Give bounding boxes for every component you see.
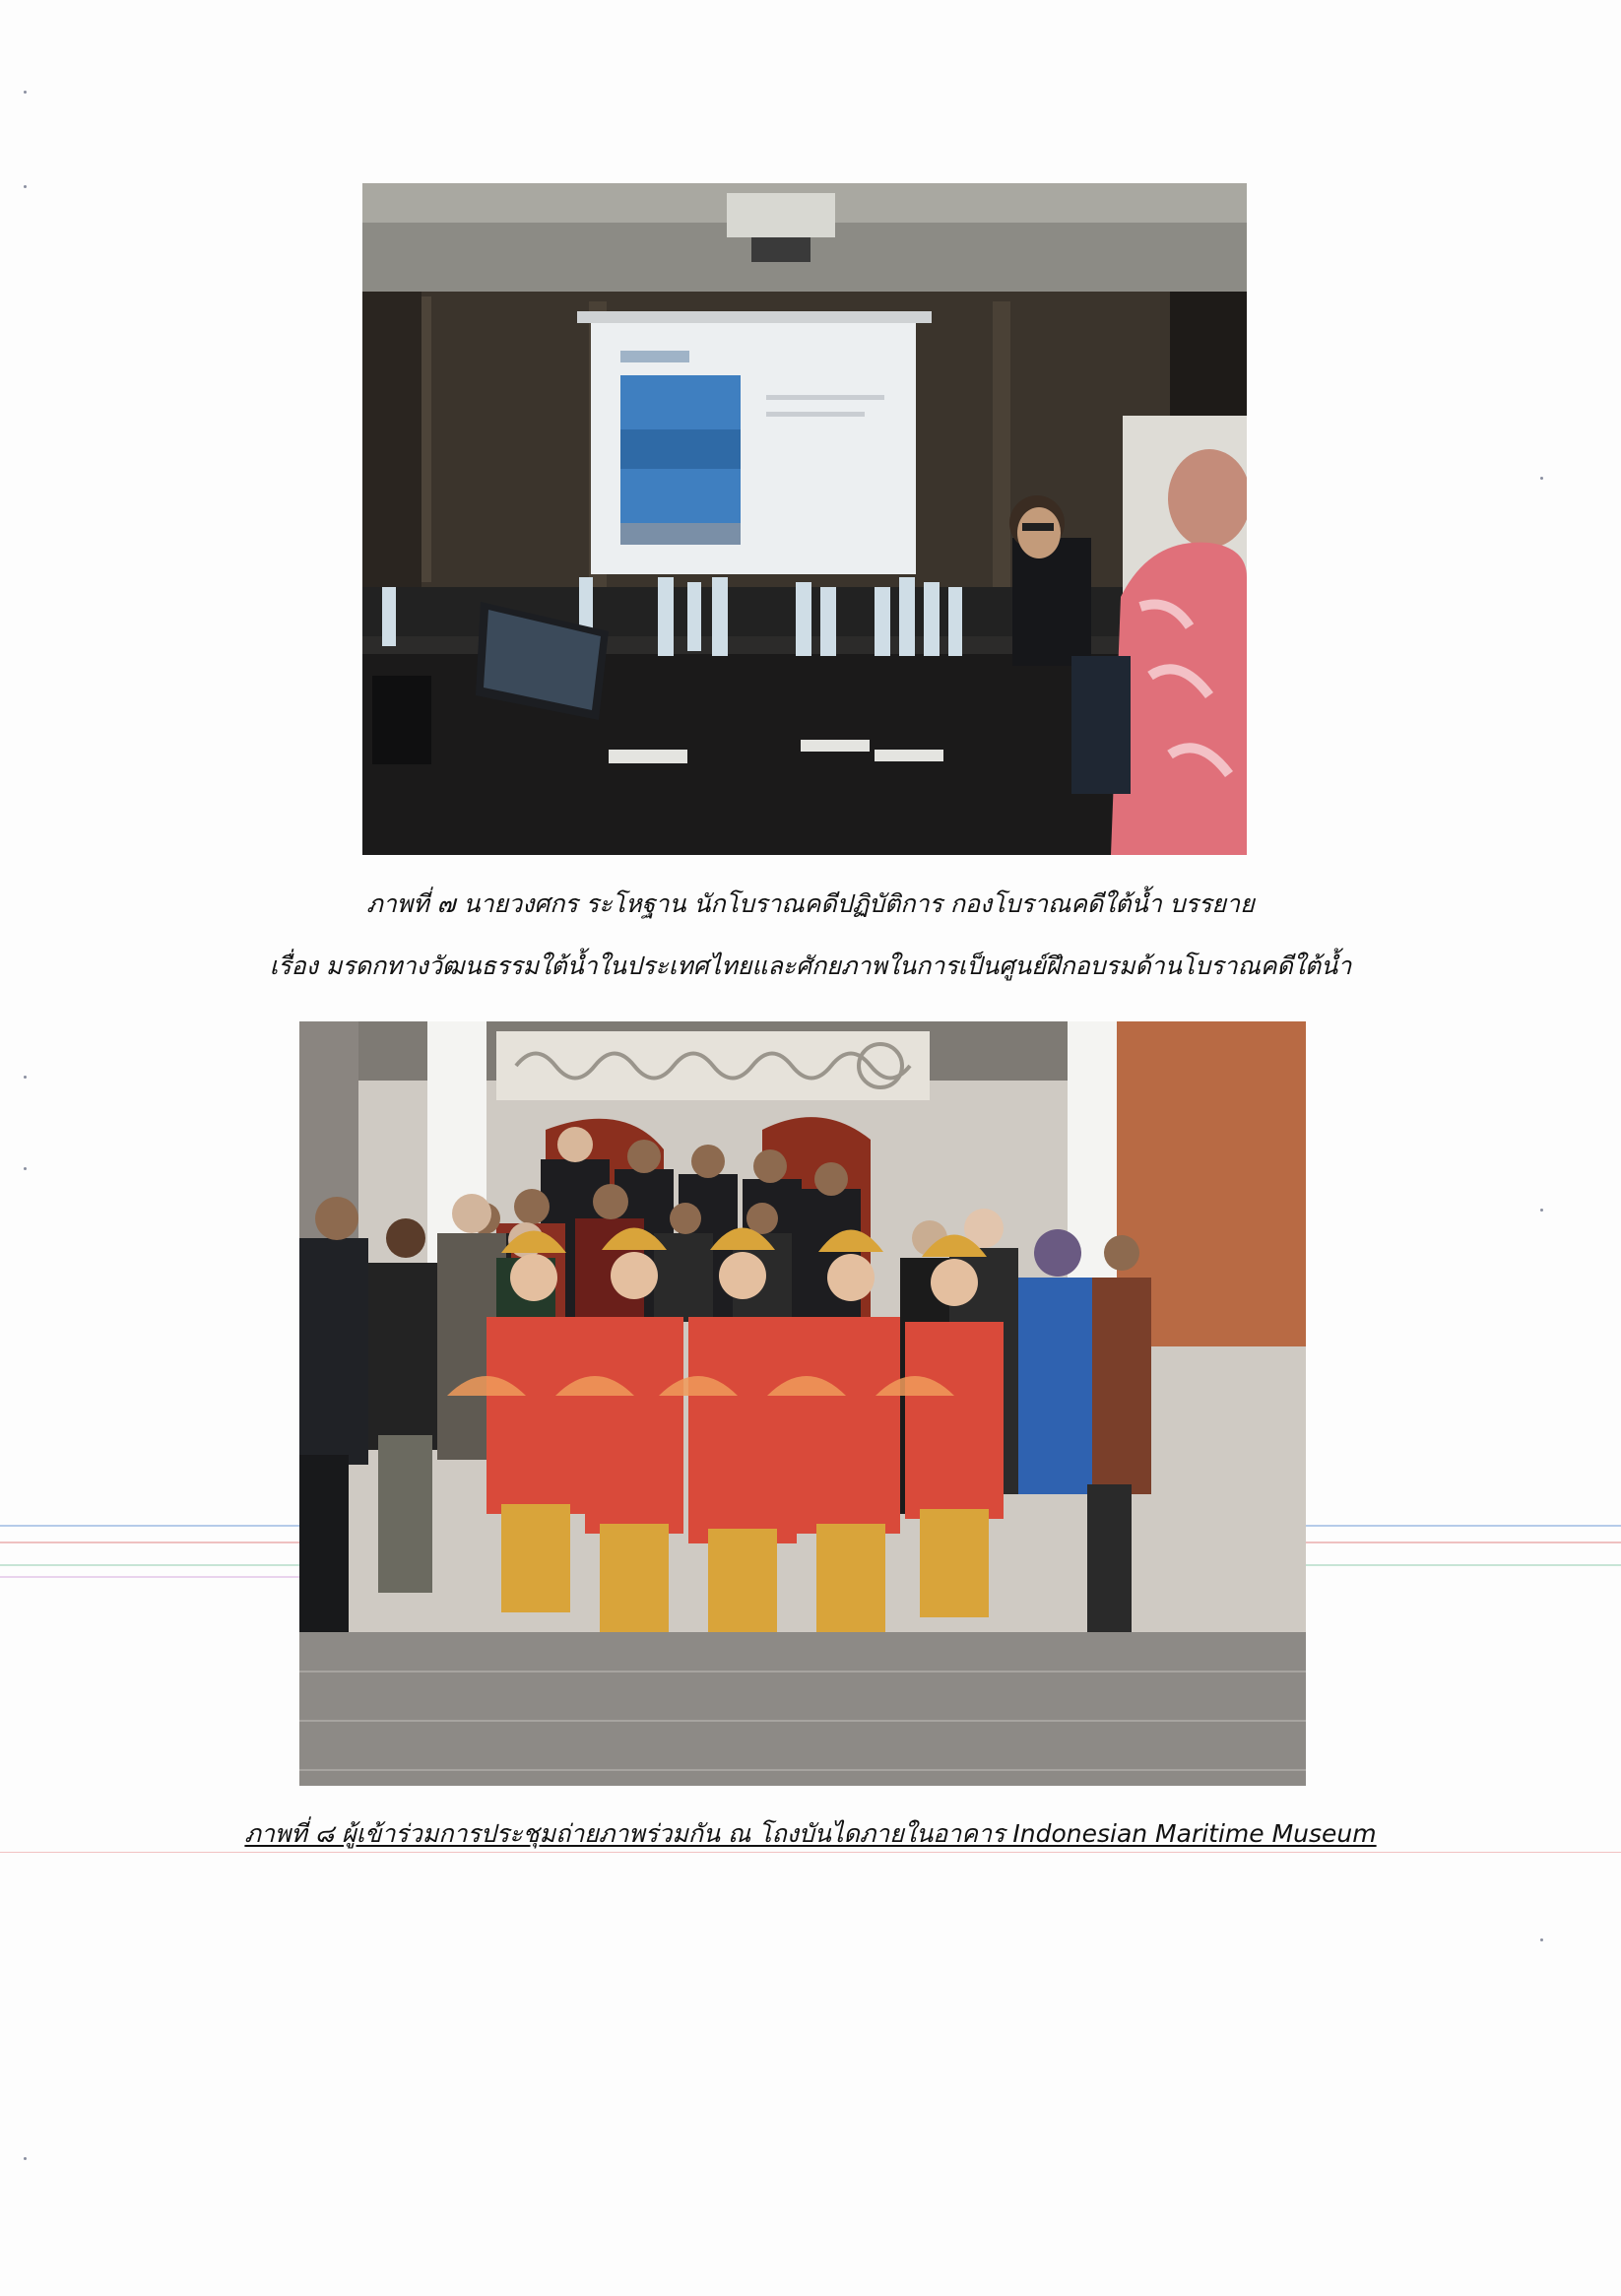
- ceiling-projector: [727, 193, 835, 237]
- slide-title: [620, 351, 689, 362]
- scan-speck: [24, 185, 27, 188]
- scan-speck: [1540, 477, 1543, 480]
- photo-lecture-illustration: [362, 183, 1247, 855]
- scan-streak: [0, 1576, 325, 1578]
- scan-streak: [1305, 1542, 1621, 1543]
- photo-group-illustration: [299, 1021, 1306, 1786]
- scan-streak: [0, 1564, 325, 1566]
- speaker: [1012, 538, 1091, 666]
- scan-streak: [1305, 1564, 1621, 1566]
- scan-speck: [1540, 1938, 1543, 1941]
- figure-7-caption-line-2: เรื่อง มรดกทางวัฒนธรรมใต้น้ำในประเทศไทยและศักยภาพในการเป็นศูนย์ฝึกอบรมด้านโบราณคดีใต้น้ำ: [269, 951, 1352, 980]
- figure-7-caption-line-1: ภาพที่ ๗ นายวงศกร ระโหฐาน นักโบราณคดีปฏิบัติการ กองโบราณคดีใต้น้ำ บรรยาย: [366, 889, 1255, 918]
- scan-streak: [1305, 1525, 1621, 1527]
- attendee-batik-shirt: [1111, 543, 1247, 855]
- figure-8-caption: ภาพที่ ๘ ผู้เข้าร่วมการประชุมถ่ายภาพร่วมกัน ณ โถงบันไดภายในอาคาร Indonesian Maritime Museum: [244, 1819, 1377, 1848]
- scan-speck: [24, 1167, 27, 1170]
- scan-speck: [24, 91, 27, 94]
- photo-lecture: [362, 183, 1247, 855]
- scan-streak: [0, 1852, 1621, 1853]
- photo-group: [299, 1021, 1306, 1786]
- scan-speck: [1540, 1209, 1543, 1212]
- scan-speck: [24, 2157, 27, 2160]
- scan-streak: [0, 1542, 325, 1543]
- floor: [299, 1632, 1306, 1786]
- scan-streak: [0, 1525, 325, 1527]
- scan-speck: [24, 1076, 27, 1079]
